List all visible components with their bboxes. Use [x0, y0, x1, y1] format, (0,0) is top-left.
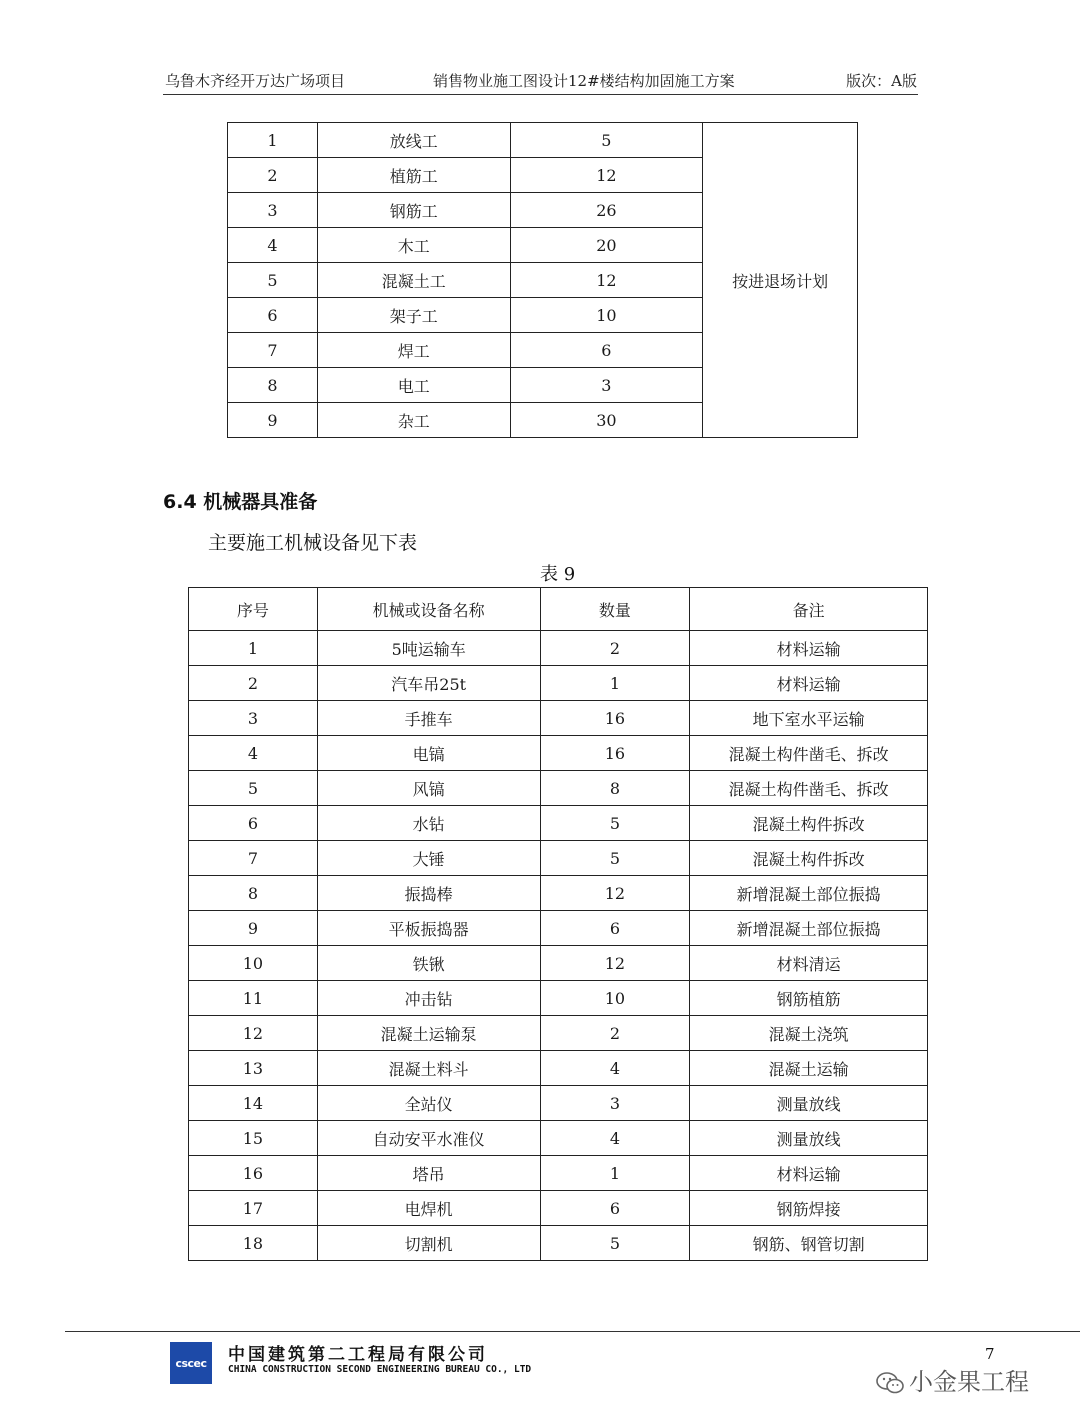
- cell-no: 9: [228, 403, 318, 438]
- table-row: [189, 1016, 928, 1051]
- cell-qty: 10: [540, 981, 690, 1016]
- cell-name: 大锤: [317, 841, 540, 876]
- labor-table: [227, 122, 858, 438]
- cell-name: 混凝土运输泵: [317, 1016, 540, 1051]
- cell-no: 6: [189, 806, 318, 841]
- column-header-note: 备注: [690, 588, 928, 631]
- cell-no: 3: [189, 701, 318, 736]
- cell-count: 26: [510, 193, 703, 228]
- cell-note: 混凝土构件凿毛、拆改: [690, 771, 928, 806]
- logo-text: cscec: [175, 1356, 207, 1370]
- cell-note: 新增混凝土部位振捣: [690, 911, 928, 946]
- table-row: [189, 806, 928, 841]
- cell-no: 16: [189, 1156, 318, 1191]
- cell-no: 18: [189, 1226, 318, 1261]
- cell-trade: 放线工: [317, 123, 510, 158]
- cell-note: 混凝土运输: [690, 1051, 928, 1086]
- column-header-name: 机械或设备名称: [317, 588, 540, 631]
- table-row: [189, 981, 928, 1016]
- company-logo: [170, 1342, 212, 1384]
- cell-no: 10: [189, 946, 318, 981]
- cell-count: 20: [510, 228, 703, 263]
- table-row: [189, 666, 928, 701]
- watermark: [875, 1362, 1029, 1397]
- column-header-no: 序号: [189, 588, 318, 631]
- cell-no: 9: [189, 911, 318, 946]
- wechat-icon: [875, 1371, 905, 1395]
- table-row: [189, 1121, 928, 1156]
- cell-count: 3: [510, 368, 703, 403]
- header-version: 版次：A版: [846, 72, 917, 90]
- cell-name: 电镐: [317, 736, 540, 771]
- cell-no: 11: [189, 981, 318, 1016]
- cell-no: 17: [189, 1191, 318, 1226]
- section-intro: 主要施工机械设备见下表: [208, 532, 418, 554]
- table-row: [189, 701, 928, 736]
- cell-qty: 3: [540, 1086, 690, 1121]
- cell-name: 5吨运输车: [317, 631, 540, 666]
- table-row: [189, 1191, 928, 1226]
- cell-no: 7: [189, 841, 318, 876]
- cell-name: 风镐: [317, 771, 540, 806]
- cell-qty: 8: [540, 771, 690, 806]
- table-row: [189, 1051, 928, 1086]
- page-number: 7: [985, 1345, 995, 1363]
- cell-note: 钢筋、钢管切割: [690, 1226, 928, 1261]
- company-name-en: CHINA CONSTRUCTION SECOND ENGINEERING BUREAU CO., LTD: [228, 1364, 532, 1375]
- cell-qty: 6: [540, 911, 690, 946]
- cell-note: 测量放线: [690, 1121, 928, 1156]
- table-row: [189, 631, 928, 666]
- cell-no: 4: [228, 228, 318, 263]
- cell-count: 6: [510, 333, 703, 368]
- cell-name: 塔吊: [317, 1156, 540, 1191]
- cell-qty: 6: [540, 1191, 690, 1226]
- table-row: [189, 736, 928, 771]
- cell-count: 30: [510, 403, 703, 438]
- cell-no: 8: [228, 368, 318, 403]
- labor-row: [228, 123, 858, 158]
- cell-trade: 混凝土工: [317, 263, 510, 298]
- cell-no: 1: [189, 631, 318, 666]
- cell-note: 材料运输: [690, 631, 928, 666]
- cell-qty: 16: [540, 736, 690, 771]
- cell-name: 平板振捣器: [317, 911, 540, 946]
- cell-no: 2: [189, 666, 318, 701]
- cell-no: 8: [189, 876, 318, 911]
- cell-qty: 1: [540, 666, 690, 701]
- cell-name: 振捣棒: [317, 876, 540, 911]
- table-row: [189, 771, 928, 806]
- cell-trade: 杂工: [317, 403, 510, 438]
- cell-qty: 5: [540, 806, 690, 841]
- cell-no: 2: [228, 158, 318, 193]
- cell-name: 水钻: [317, 806, 540, 841]
- cell-note: 新增混凝土部位振捣: [690, 876, 928, 911]
- equipment-table: [188, 587, 928, 1261]
- cell-no: 5: [228, 263, 318, 298]
- cell-qty: 2: [540, 631, 690, 666]
- table-row: [189, 876, 928, 911]
- cell-no: 1: [228, 123, 318, 158]
- cell-remark: 按进退场计划: [703, 123, 858, 438]
- cell-qty: 12: [540, 876, 690, 911]
- footer-divider-right: [947, 1331, 1080, 1332]
- cell-note: 测量放线: [690, 1086, 928, 1121]
- cell-note: 混凝土构件凿毛、拆改: [690, 736, 928, 771]
- cell-no: 7: [228, 333, 318, 368]
- cell-qty: 16: [540, 701, 690, 736]
- cell-name: 混凝土料斗: [317, 1051, 540, 1086]
- cell-no: 6: [228, 298, 318, 333]
- table-row: [189, 1226, 928, 1261]
- cell-no: 15: [189, 1121, 318, 1156]
- table-row: [189, 1156, 928, 1191]
- header-project: 乌鲁木齐经开万达广场项目: [165, 72, 346, 90]
- cell-note: 混凝土构件拆改: [690, 841, 928, 876]
- cell-note: 材料运输: [690, 1156, 928, 1191]
- cell-qty: 5: [540, 841, 690, 876]
- cell-trade: 电工: [317, 368, 510, 403]
- cell-count: 12: [510, 158, 703, 193]
- table-row: [189, 841, 928, 876]
- cell-qty: 12: [540, 946, 690, 981]
- cell-qty: 2: [540, 1016, 690, 1051]
- cell-no: 4: [189, 736, 318, 771]
- cell-no: 5: [189, 771, 318, 806]
- cell-qty: 4: [540, 1051, 690, 1086]
- cell-trade: 植筋工: [317, 158, 510, 193]
- cell-name: 自动安平水准仪: [317, 1121, 540, 1156]
- equipment-header-row: [189, 588, 928, 631]
- table-caption: 表 9: [540, 564, 576, 585]
- cell-note: 混凝土浇筑: [690, 1016, 928, 1051]
- cell-name: 全站仪: [317, 1086, 540, 1121]
- table-row: [189, 911, 928, 946]
- cell-name: 汽车吊25t: [317, 666, 540, 701]
- watermark-text: 小金果工程: [909, 1368, 1029, 1396]
- header-divider: [163, 94, 918, 95]
- cell-no: 3: [228, 193, 318, 228]
- cell-trade: 钢筋工: [317, 193, 510, 228]
- table-row: [189, 946, 928, 981]
- column-header-qty: 数量: [540, 588, 690, 631]
- footer-divider: [65, 1331, 947, 1332]
- page-header: [165, 70, 917, 94]
- cell-name: 铁锹: [317, 946, 540, 981]
- cell-trade: 架子工: [317, 298, 510, 333]
- cell-note: 材料清运: [690, 946, 928, 981]
- cell-count: 12: [510, 263, 703, 298]
- cell-note: 材料运输: [690, 666, 928, 701]
- cell-qty: 5: [540, 1226, 690, 1261]
- cell-note: 钢筋焊接: [690, 1191, 928, 1226]
- cell-note: 地下室水平运输: [690, 701, 928, 736]
- cell-no: 12: [189, 1016, 318, 1051]
- cell-note: 钢筋植筋: [690, 981, 928, 1016]
- cell-qty: 4: [540, 1121, 690, 1156]
- cell-name: 电焊机: [317, 1191, 540, 1226]
- section-title: 6.4 机械器具准备: [163, 491, 318, 513]
- cell-qty: 1: [540, 1156, 690, 1191]
- table-row: [189, 1086, 928, 1121]
- cell-trade: 木工: [317, 228, 510, 263]
- cell-trade: 焊工: [317, 333, 510, 368]
- company-name-cn: 中国建筑第二工程局有限公司: [228, 1345, 488, 1365]
- cell-name: 切割机: [317, 1226, 540, 1261]
- cell-no: 13: [189, 1051, 318, 1086]
- header-document-title: 销售物业施工图设计12#楼结构加固施工方案: [433, 72, 735, 90]
- cell-name: 冲击钻: [317, 981, 540, 1016]
- cell-count: 10: [510, 298, 703, 333]
- cell-name: 手推车: [317, 701, 540, 736]
- cell-no: 14: [189, 1086, 318, 1121]
- cell-note: 混凝土构件拆改: [690, 806, 928, 841]
- cell-count: 5: [510, 123, 703, 158]
